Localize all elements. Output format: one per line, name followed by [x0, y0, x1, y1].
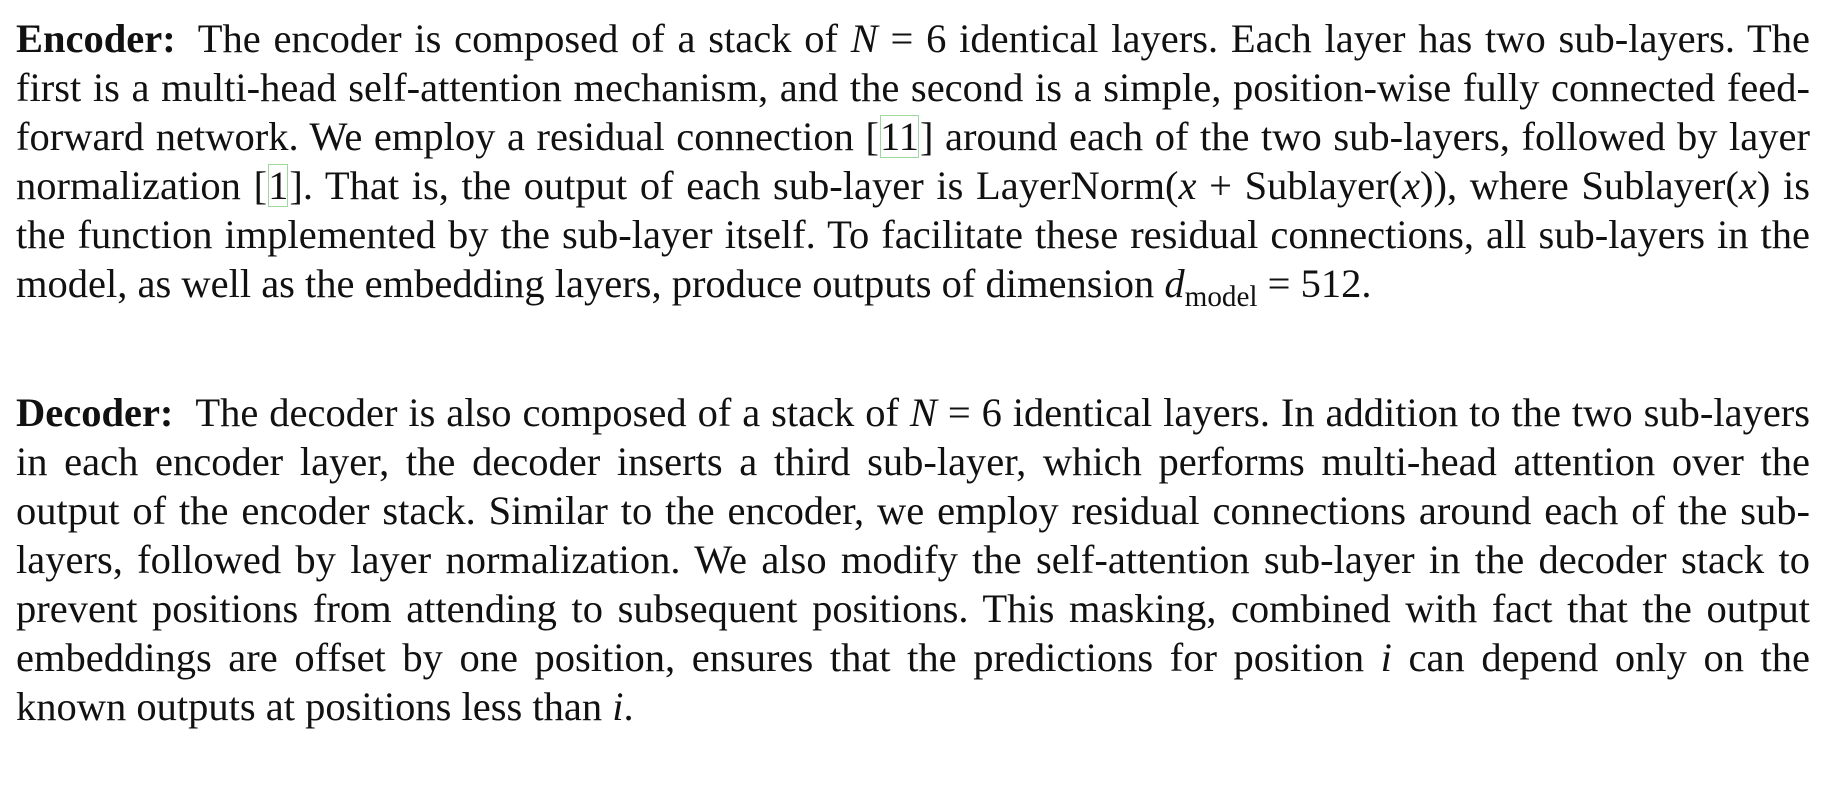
decoder-i-variable-2: i	[612, 684, 624, 729]
decoder-heading: Decoder:	[16, 390, 174, 435]
decoder-text-4: .	[623, 684, 634, 729]
encoder-x-variable-1: x	[1178, 163, 1197, 208]
encoder-d-variable: d	[1164, 261, 1185, 306]
decoder-text-1: The decoder is also composed of a stack of	[195, 390, 899, 435]
encoder-d-subscript: model	[1184, 280, 1258, 313]
decoder-text-2: identical layers. In addition to the two sub-layers in each encoder layer, the decoder inserts a third sub-layer, which performs multi-head attention over the output of the encoder stack. Similar to the encoder, we employ residual connections around each of the sub-layers, followed by layer normalization. We also modify the self-attention sub-layer in the decoder stack to prevent positions from attending to subsequent positions. This masking, combined with fact that the output embeddings are offset by one position, ensures that the predictions for position	[16, 390, 1811, 680]
encoder-paragraph	[16, 14, 1811, 313]
encoder-text-4: ]. That is, the output of each sub-layer is LayerNorm(	[289, 163, 1179, 208]
encoder-d-equals: = 512.	[1267, 261, 1372, 306]
encoder-heading: Encoder:	[16, 16, 176, 61]
decoder-paragraph	[16, 388, 1810, 731]
encoder-x-variable-2: x	[1402, 163, 1421, 208]
encoder-n-equals: = 6	[890, 16, 947, 61]
decoder-n-equals: = 6	[947, 390, 1002, 435]
encoder-text-6: )), where Sublayer(	[1420, 163, 1739, 208]
encoder-text-2: identical layers. Each layer has two sub-layers. The first is a multi-head self-attention mechanism, and the second is a simple, position-wise fully connected feed-forward network. We employ a residual connection [	[16, 16, 1811, 159]
encoder-text-7: ) is the function implemented by the sub-layer itself. To facilitate these residual connections, all sub-layers in the model, as well as the embedding layers, produce outputs of dimension	[16, 163, 1810, 306]
encoder-n-variable: N	[850, 16, 878, 61]
encoder-text-5: + Sublayer(	[1209, 163, 1403, 208]
encoder-text-1: The encoder is composed of a stack of	[197, 16, 838, 61]
paper-page	[16, 14, 1810, 731]
decoder-n-variable: N	[909, 390, 937, 435]
encoder-text-3: ] around each of the two sub-layers, followed by layer normalization [	[16, 114, 1810, 208]
decoder-i-variable-1: i	[1380, 635, 1392, 680]
decoder-text-3: can depend only on the known outputs at positions less than	[16, 635, 1811, 729]
citation-link-1[interactable]: 1	[268, 163, 289, 208]
citation-link-11[interactable]: 11	[879, 114, 919, 159]
encoder-x-variable-3: x	[1738, 163, 1757, 208]
